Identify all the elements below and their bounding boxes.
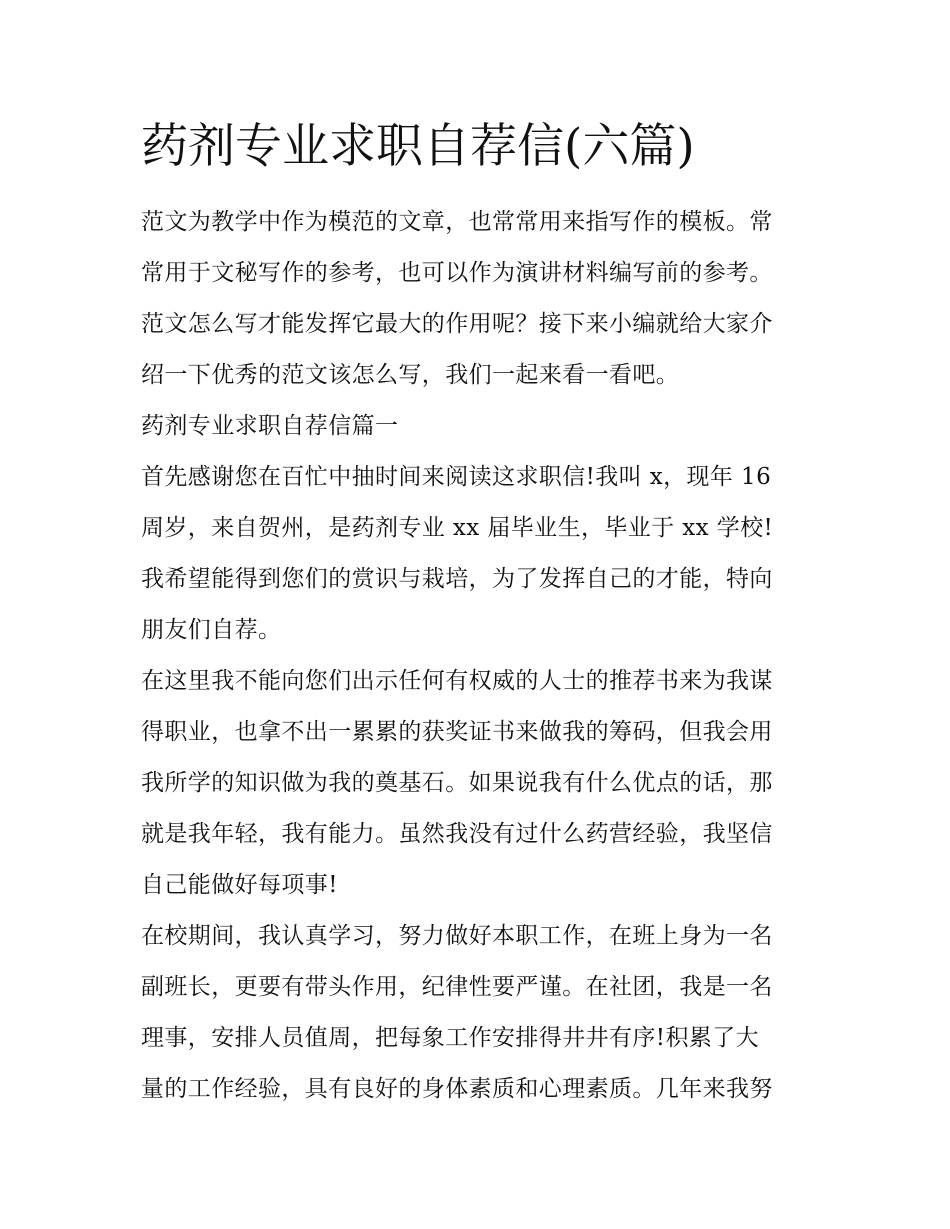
document-title: 药剂专业求职自荐信(六篇): [141, 119, 695, 174]
paragraph-2-line-5: 自己能做好每项事!: [141, 872, 338, 898]
paragraph-1-line-4: 朋友们自荐。: [141, 617, 282, 643]
paragraph-1-line-2: 周岁，来自贺州，是药剂专业 xx 届毕业生，毕业于 xx 学校!: [141, 515, 774, 541]
intro-line-1: 范文为教学中作为模范的文章，也常常用来指写作的模板。常: [141, 209, 773, 235]
paragraph-1-line-1: 首先感谢您在百忙中抽时间来阅读这求职信!我叫 x，现年 16: [141, 464, 772, 490]
paragraph-2-line-3: 我所学的知识做为我的奠基石。如果说我有什么优点的话，那: [141, 770, 773, 796]
paragraph-3-line-2: 副班长，更要有带头作用，纪律性要严谨。在社团，我是一名: [141, 974, 773, 1000]
paragraph-3-line-1: 在校期间，我认真学习，努力做好本职工作，在班上身为一名: [141, 923, 773, 949]
intro-line-4: 绍一下优秀的范文该怎么写，我们一起来看一看吧。: [141, 362, 680, 388]
paragraph-3-line-3: 理事，安排人员值周，把每象工作安排得井井有序!积累了大: [141, 1025, 760, 1051]
document-body: [141, 197, 821, 1115]
section-heading: 药剂专业求职自荐信篇一: [141, 413, 399, 439]
intro-line-3: 范文怎么写才能发挥它最大的作用呢？接下来小编就给大家介: [141, 311, 773, 337]
paragraph-2-line-4: 就是我年轻，我有能力。虽然我没有过什么药营经验，我坚信: [141, 821, 773, 847]
paragraph-2-line-1: 在这里我不能向您们出示任何有权威的人士的推荐书来为我谋: [141, 668, 773, 694]
paragraph-2-line-2: 得职业，也拿不出一累累的获奖证书来做我的筹码，但我会用: [141, 719, 773, 745]
intro-line-2: 常用于文秘写作的参考，也可以作为演讲材料编写前的参考。: [141, 260, 773, 286]
paragraph-3-line-4: 量的工作经验，具有良好的身体素质和心理素质。几年来我努: [141, 1076, 773, 1102]
paragraph-1-line-3: 我希望能得到您们的赏识与栽培，为了发挥自己的才能，特向: [141, 566, 773, 592]
